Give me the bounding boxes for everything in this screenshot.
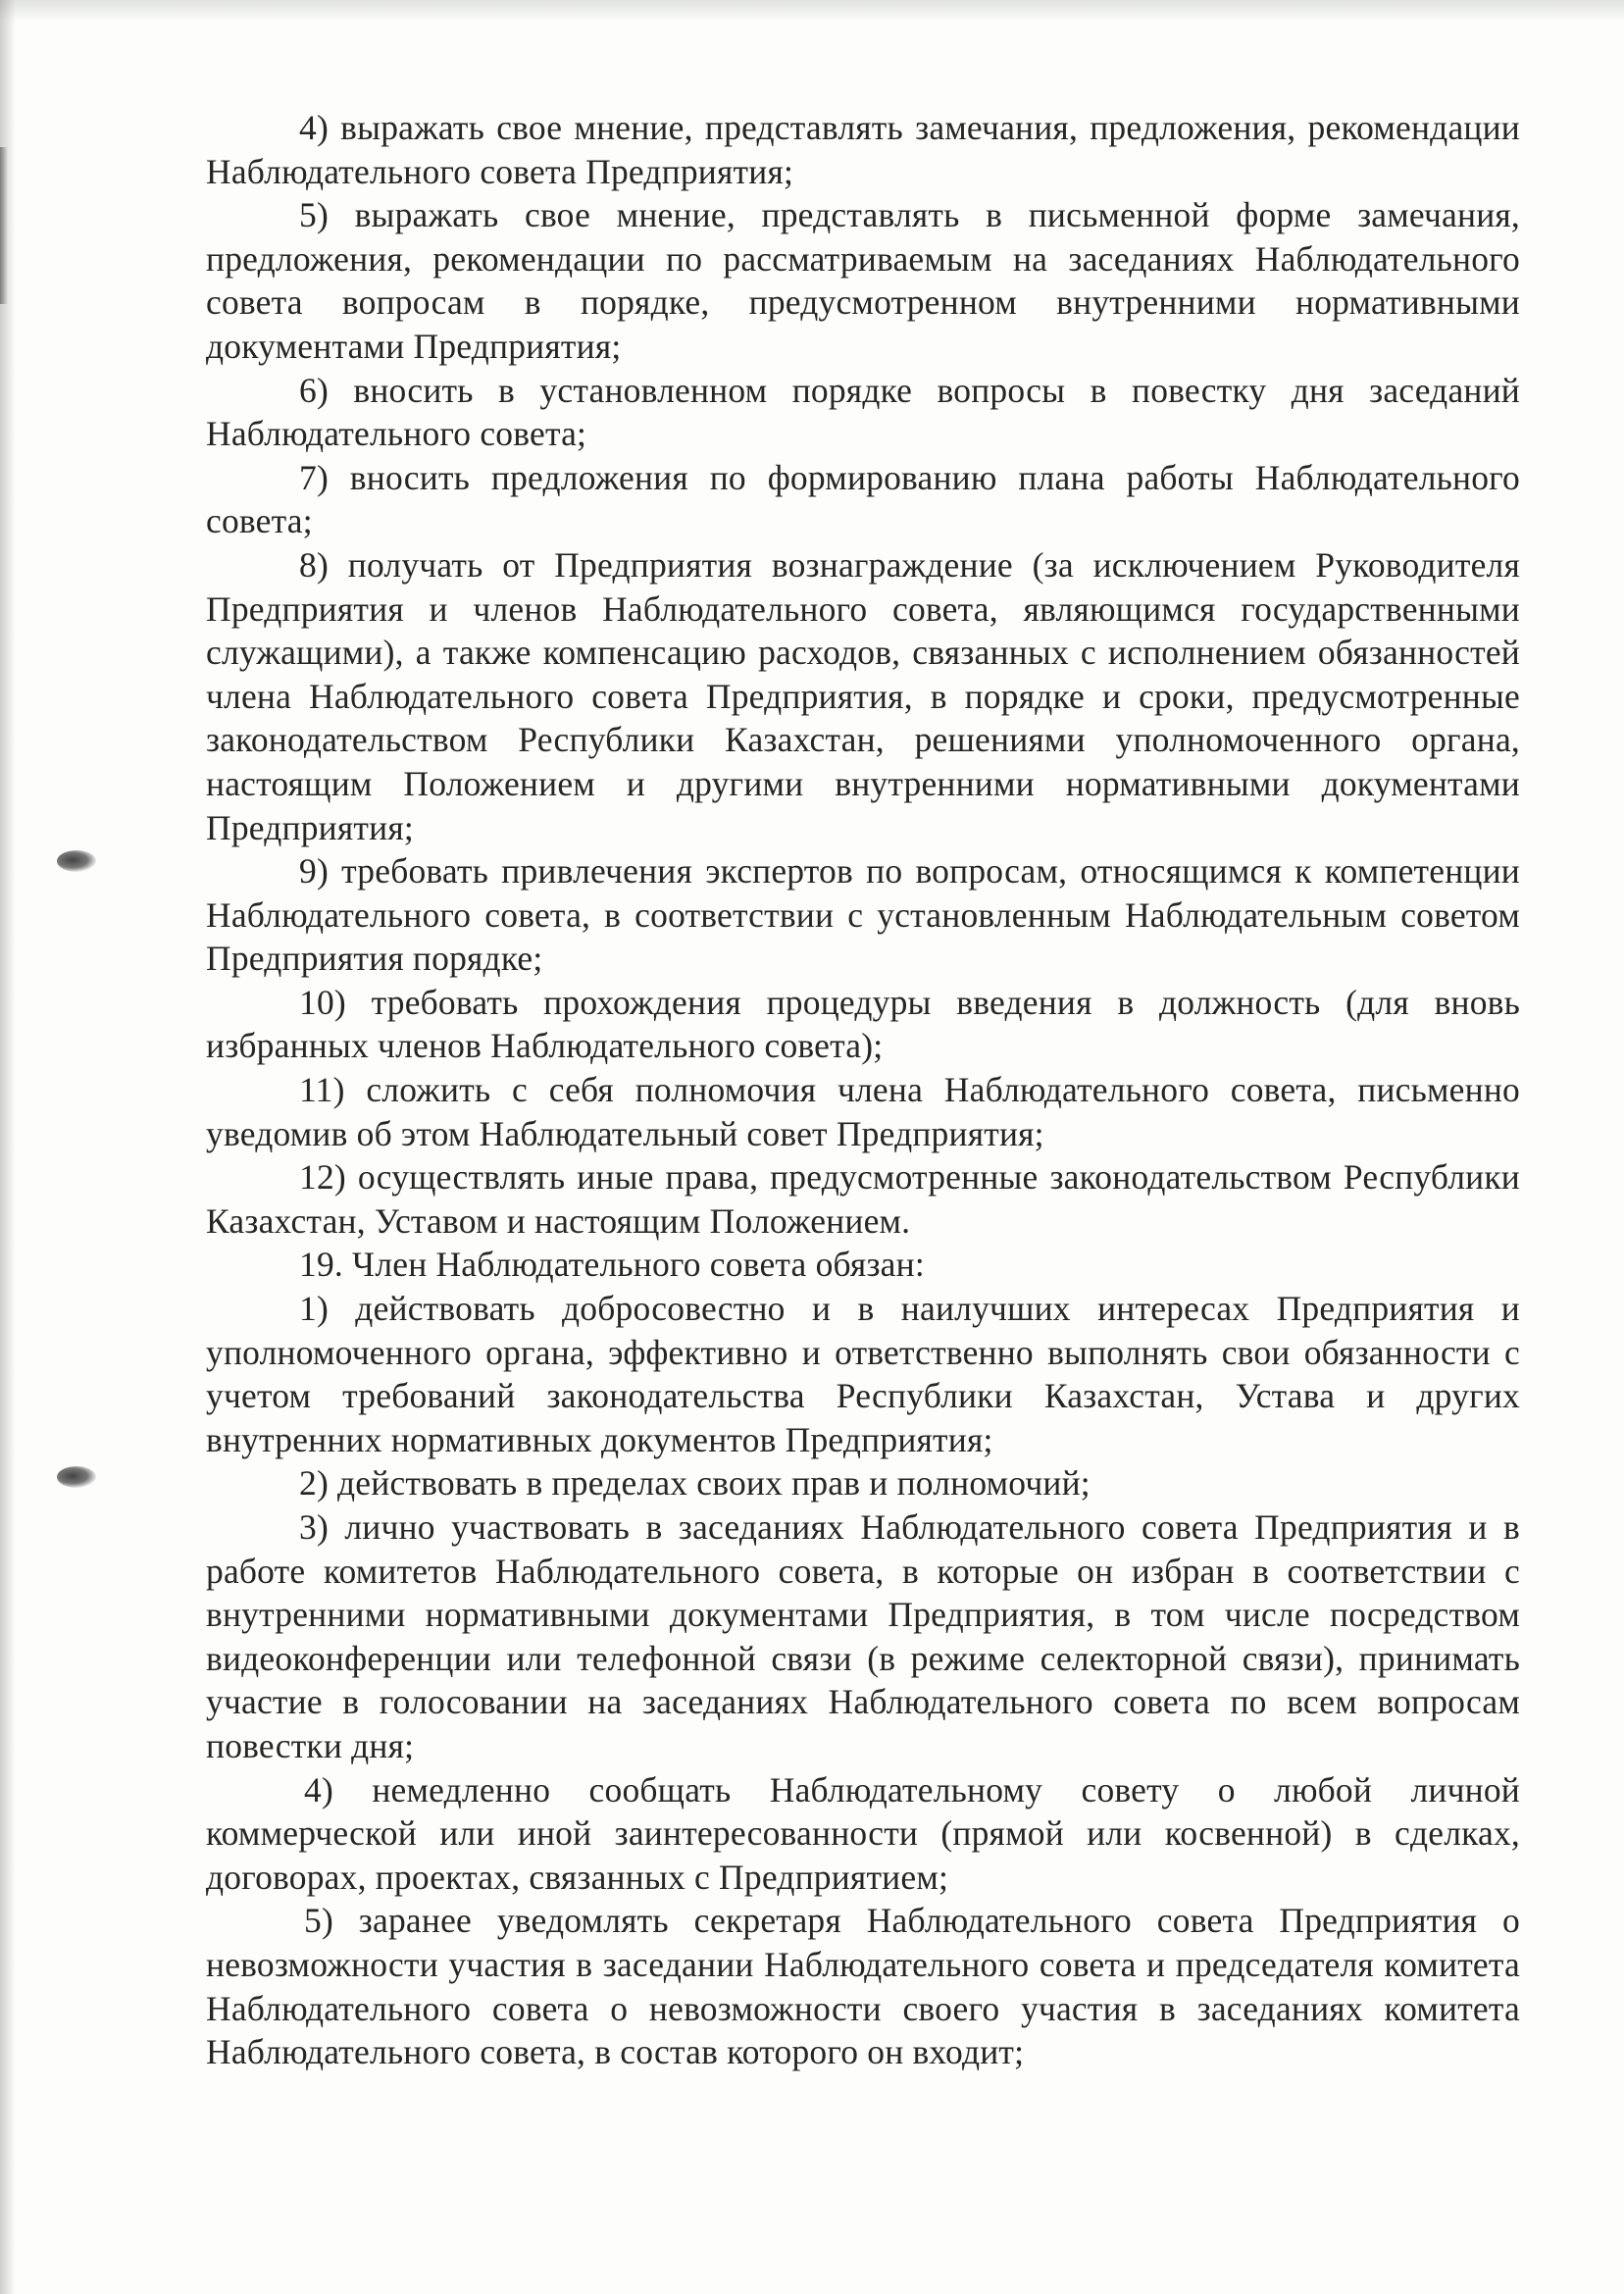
scan-left-edge — [0, 0, 16, 2294]
paragraph-duty-5: 5) заранее уведомлять секретаря Наблюдательного совета Предприятия о невозможности участия в заседании Наблюдательного совета и председателя комитета Наблюдательного совета о невозможности своего участия в заседаниях комитета Наблюдательного совета, в состав которого он входит; — [206, 1901, 1520, 2072]
paragraph-right-11: 11) сложить с себя полномочия члена Наблюдательного совета, письменно уведомив об этом Наблюдательный совет Предприятия; — [206, 1070, 1520, 1153]
paragraph-right-10: 10) требовать прохождения процедуры введения в должность (для вновь избранных членов Наблюдательного совета); — [206, 982, 1520, 1066]
scan-top-edge — [0, 0, 1624, 22]
paragraph-right-7: 7) вносить предложения по формированию плана работы Наблюдательного совета; — [206, 457, 1520, 541]
section-heading-19: 19. Член Наблюдательного совета обязан: — [299, 1245, 925, 1285]
scan-left-shadow — [0, 147, 8, 304]
paragraph-right-6: 6) вносить в установленном порядке вопросы в повестку дня заседаний Наблюдательного совета; — [206, 370, 1520, 454]
paragraph-right-4: 4) выражать свое мнение, представлять замечания, предложения, рекомендации Наблюдательного совета Предприятия; — [206, 108, 1520, 191]
punch-hole-mark — [57, 1466, 96, 1488]
punch-hole-mark — [57, 850, 96, 872]
paragraph-right-9: 9) требовать привлечения экспертов по вопросам, относящимся к компетенции Наблюдательного совета, в соответствии с установленным Наблюдательным советом Предприятия порядке; — [206, 851, 1520, 979]
paragraph-duty-2: 2) действовать в пределах своих прав и полномочий; — [299, 1463, 1091, 1504]
paragraph-right-5: 5) выражать свое мнение, представлять в письменной форме замечания, предложения, рекомендации по рассматриваемым на заседаниях Наблюдательного совета вопросам в порядке, предусмотренном внутренними нормативными документами Предприятия; — [206, 195, 1520, 366]
paragraph-duty-1: 1) действовать добросовестно и в наилучших интересах Предприятия и уполномоченного органа, эффективно и ответственно выполнять свои обязанности с учетом требований законодательства Республики Казахстан, Устава и других внутренних нормативных документов Предприятия; — [206, 1289, 1520, 1459]
paragraph-right-8: 8) получать от Предприятия вознаграждение (за исключением Руководителя Предприятия и членов Наблюдательного совета, являющимся государственными служащими), а также компенсацию расходов, связанных с исполнением обязанностей члена Наблюдательного совета Предприятия, в порядке и сроки, предусмотренные законодательством Республики Казахстан, решениями уполномоченного органа, настоящим Положением и другими внутренними нормативными документами Предприятия; — [206, 544, 1520, 847]
paragraph-duty-4: 4) немедленно сообщать Наблюдательному совету о любой личной коммерческой или иной заинтересованности (прямой или косвенной) в сделках, договорах, проектах, связанных с Предприятием; — [206, 1769, 1520, 1897]
paragraph-duty-3: 3) лично участвовать в заседаниях Наблюдательного совета Предприятия и в работе комитетов Наблюдательного совета, в которые он избран в соответствии с внутренними нормативными документами Предприятия, в том числе посредством видеоконференции или телефонной связи (в режиме селекторной связи), принимать участие в голосовании на заседаниях Наблюдательного совета по всем вопросам повестки дня; — [206, 1507, 1520, 1765]
document-body — [206, 106, 1520, 2074]
paragraph-right-12: 12) осуществлять иные права, предусмотренные законодательством Республики Казахстан, Уставом и настоящим Положением. — [206, 1157, 1520, 1241]
